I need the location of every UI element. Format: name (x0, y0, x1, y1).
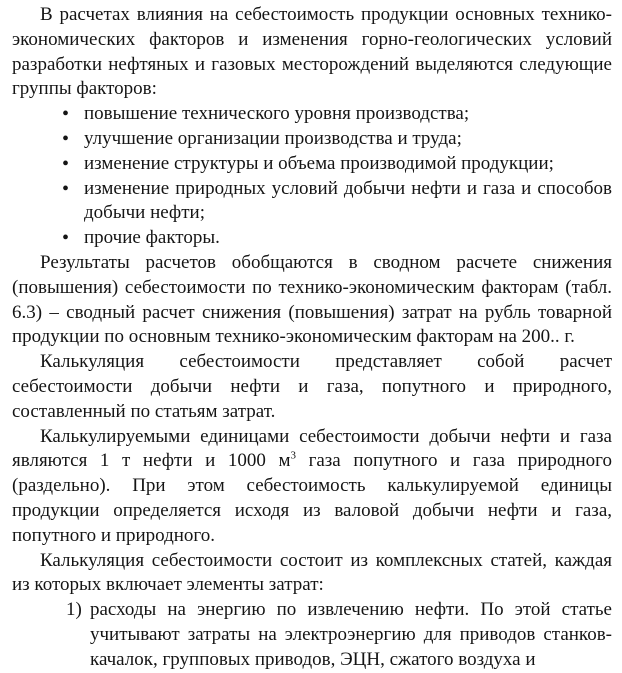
units-text-start: Калькулируемыми единицами себестоимости добычи нефти и газа являются 1 т нефти и 1000 м (12, 425, 612, 472)
item-text: расходы на энергию по извлечению нефти. По этой статье учитывают затраты на электроэнергию для приводов станков-качалок, групповых приводов, ЭЦН, сжатого воздуха и (90, 599, 612, 670)
cubic-superscript: 3 (290, 450, 296, 463)
paragraph-complex-items: Калькуляция себестоимости состоит из комплексных статей, каждая из которых включает элементы затрат: (12, 549, 612, 596)
list-item: • прочие факторы. (84, 226, 612, 251)
list-item: • изменение природных условий добычи нефти и газа и способов добычи нефти; (84, 177, 612, 227)
cost-items-list (12, 598, 612, 672)
list-item: • повышение технического уровня производства; (84, 102, 612, 127)
document-page (12, 3, 612, 673)
list-item (66, 598, 612, 672)
list-item: • улучшение организации производства и труда; (84, 127, 612, 152)
factor-groups-list (12, 102, 612, 251)
paragraph-calculation-units (12, 425, 612, 549)
item-number: 1) (66, 599, 82, 621)
units-text-end: газа попутного и газа природного (раздельно). При этом себестоимость калькулируемой единицы продукции определяется исходя из валовой добычи нефти и газа, попутного и природного. (12, 450, 612, 546)
paragraph-cost-calculation: Калькуляция себестоимости представляет собой расчет себестоимости добычи нефти и газа, попутного и природного, составленный по статьям затрат. (12, 351, 612, 422)
paragraph-factors-intro: В расчетах влияния на себестоимость продукции основных технико-экономических факторов и изменения горно-геологических условий разработки нефтяных и газовых месторождений выделяются следующие группы факторов: (12, 4, 612, 100)
paragraph-summary-results: Результаты расчетов обобщаются в сводном расчете снижения (повышения) себестоимости по технико-экономическим факторам (табл. 6.3) – сводный расчет снижения (повышения) затрат на рубль товарной продукции по основным технико-экономическим факторам на 200.. г. (12, 251, 612, 348)
list-item: • изменение структуры и объема производимой продукции; (84, 152, 612, 177)
